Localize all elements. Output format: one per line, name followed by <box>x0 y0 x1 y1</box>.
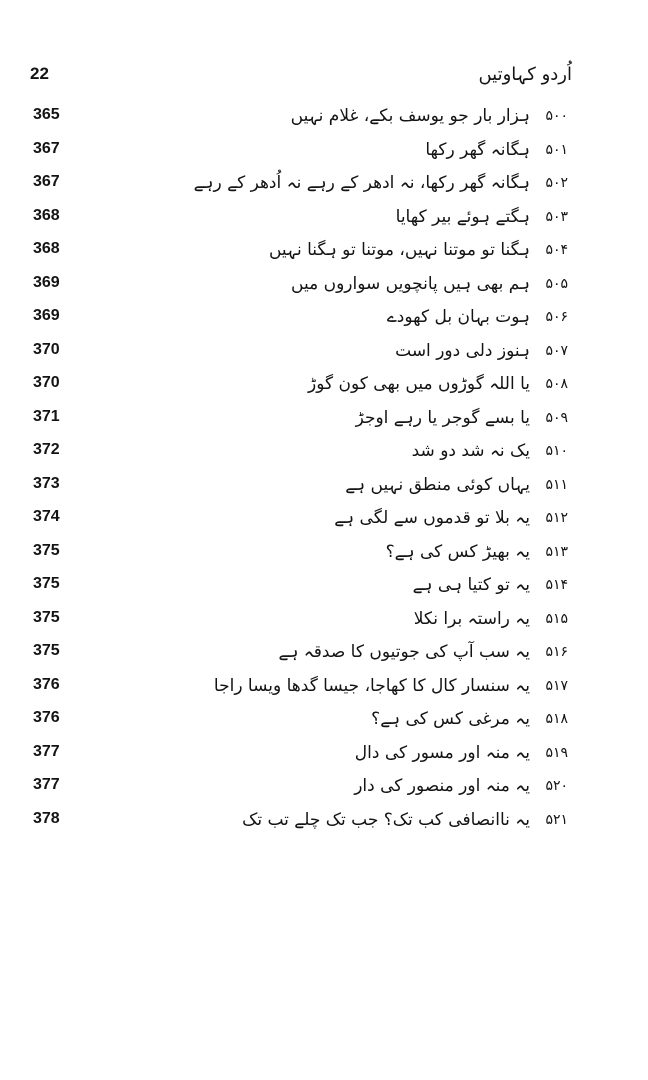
toc-entry-page-number: 371 <box>33 407 60 425</box>
toc-entry-number: ۵۰۱ <box>545 141 568 158</box>
toc-entry <box>0 502 648 536</box>
toc-entry <box>0 703 648 737</box>
toc-entry-title: یک نہ شد دو شد <box>411 441 530 461</box>
toc-entry-page-number: 367 <box>33 139 60 157</box>
toc-entry-title: یہ ناانصافی کب تک؟ جب تک چلے تب تک <box>242 809 530 830</box>
toc-entry <box>0 536 648 570</box>
toc-entry-number: ۵۲۱ <box>545 811 568 828</box>
toc-entry-number: ۵۱۹ <box>545 744 568 761</box>
toc-entry-title: ہزار بار جو یوسف بکے، غلام نہیں <box>290 106 530 126</box>
toc-entry-title: یہ تو کتیا ہی ہے <box>412 575 530 595</box>
toc-entry-number: ۵۱۱ <box>545 476 568 493</box>
toc-entry-number: ۵۲۰ <box>545 778 568 794</box>
toc-entry <box>0 402 648 436</box>
toc-entry-title: یہ بھیڑ کس کی ہے؟ <box>385 541 530 562</box>
toc-entry <box>0 435 648 469</box>
toc-entry-title: ہوت بہان بل کھودے <box>386 307 530 327</box>
toc-entry-title: یہ بلا تو قدموں سے لگی ہے <box>334 508 530 528</box>
toc-entry-number: ۵۰۵ <box>545 275 568 292</box>
toc-entry-number: ۵۱۸ <box>545 711 568 727</box>
toc-entry-number: ۵۰۳ <box>545 208 568 225</box>
book-title: اُردو کہاوتیں <box>478 64 572 85</box>
toc-entry-title: ہگانہ گھر رکھا، نہ ادھر کے رہے نہ اُدھر کے رہے <box>193 173 530 193</box>
toc-entry-page-number: 368 <box>33 206 60 224</box>
toc-entry-number: ۵۱۲ <box>545 510 568 526</box>
toc-entry-page-number: 373 <box>33 474 60 492</box>
toc-entry-page-number: 377 <box>33 776 60 793</box>
toc-entry <box>0 234 648 268</box>
toc-entry-title: یہ سب آپ کی جوتیوں کا صدقہ ہے <box>278 642 530 662</box>
toc-entry-number: ۵۰۰ <box>545 108 568 124</box>
toc-entry-number: ۵۰۷ <box>545 342 568 359</box>
toc-entry-number: ۵۱۵ <box>545 610 568 627</box>
toc-entry-number: ۵۱۰ <box>545 443 568 459</box>
toc-entry-page-number: 375 <box>33 608 60 626</box>
toc-entry-page-number: 377 <box>33 742 60 760</box>
toc-entry <box>0 804 648 838</box>
toc-entry <box>0 636 648 670</box>
toc-entry-page-number: 367 <box>33 173 60 190</box>
toc-entry-page-number: 376 <box>33 709 60 726</box>
toc-entry <box>0 569 648 603</box>
toc-entry-page-number: 375 <box>33 642 60 659</box>
toc-entry-number: ۵۱۳ <box>545 543 568 560</box>
toc-entry <box>0 670 648 704</box>
toc-entry-number: ۵۱۴ <box>545 577 568 593</box>
toc-entry-number: ۵۰۲ <box>545 175 568 191</box>
toc-entry-number: ۵۱۶ <box>545 644 568 660</box>
toc-entry <box>0 368 648 402</box>
toc-entry <box>0 301 648 335</box>
toc-entry <box>0 100 648 134</box>
table-of-contents <box>0 100 648 837</box>
toc-entry-title: یہ مرغی کس کی ہے؟ <box>371 709 530 729</box>
toc-entry-page-number: 369 <box>33 273 60 291</box>
toc-entry-page-number: 365 <box>33 106 60 123</box>
toc-entry-title: ہگنا تو موتنا نہیں، موتنا تو ہگنا نہیں <box>268 240 530 260</box>
toc-entry-page-number: 375 <box>33 541 60 559</box>
toc-entry-title: یہاں کوئی منطق نہیں ہے <box>345 474 530 495</box>
toc-entry-title: ہگانہ گھر رکھا <box>425 139 530 160</box>
toc-entry-title: ہم بھی ہیں پانچویں سواروں میں <box>291 273 530 294</box>
toc-entry-page-number: 372 <box>33 441 60 458</box>
toc-entry-title: یہ راستہ برا نکلا <box>413 608 530 629</box>
toc-entry-title: یہ منہ اور مسور کی دال <box>354 742 530 763</box>
toc-entry-title: یہ منہ اور منصور کی دار <box>354 776 530 796</box>
toc-entry <box>0 167 648 201</box>
toc-entry-title: ہنوز دلی دور است <box>395 340 530 361</box>
toc-entry <box>0 469 648 503</box>
toc-entry-page-number: 369 <box>33 307 60 324</box>
toc-entry <box>0 770 648 804</box>
toc-entry-page-number: 370 <box>33 340 60 358</box>
toc-entry-number: ۵۰۴ <box>545 242 568 258</box>
toc-entry <box>0 603 648 637</box>
page-number: 22 <box>30 64 49 83</box>
toc-entry-page-number: 368 <box>33 240 60 257</box>
toc-entry <box>0 268 648 302</box>
toc-entry <box>0 737 648 771</box>
toc-entry-page-number: 374 <box>33 508 60 525</box>
toc-entry <box>0 201 648 235</box>
toc-entry-page-number: 370 <box>33 374 60 391</box>
toc-entry-page-number: 378 <box>33 809 60 827</box>
toc-entry-title: یا بسے گوجر یا رہے اوجڑ <box>355 407 530 428</box>
toc-entry-number: ۵۰۹ <box>545 409 568 426</box>
toc-entry-page-number: 376 <box>33 675 60 693</box>
toc-entry-number: ۵۰۶ <box>545 309 568 325</box>
toc-entry-title: ہگتے ہوئے بیر کھایا <box>395 206 530 227</box>
toc-entry-number: ۵۰۸ <box>545 376 568 392</box>
toc-entry-title: یہ سنسار کال کا کھاجا، جیسا گدھا ویسا راجا <box>213 675 530 696</box>
toc-entry <box>0 335 648 369</box>
toc-entry <box>0 134 648 168</box>
toc-entry-title: یا اللہ گوڑوں میں بھی کون گوڑ <box>308 374 530 394</box>
toc-entry-number: ۵۱۷ <box>545 677 568 694</box>
toc-entry-page-number: 375 <box>33 575 60 592</box>
